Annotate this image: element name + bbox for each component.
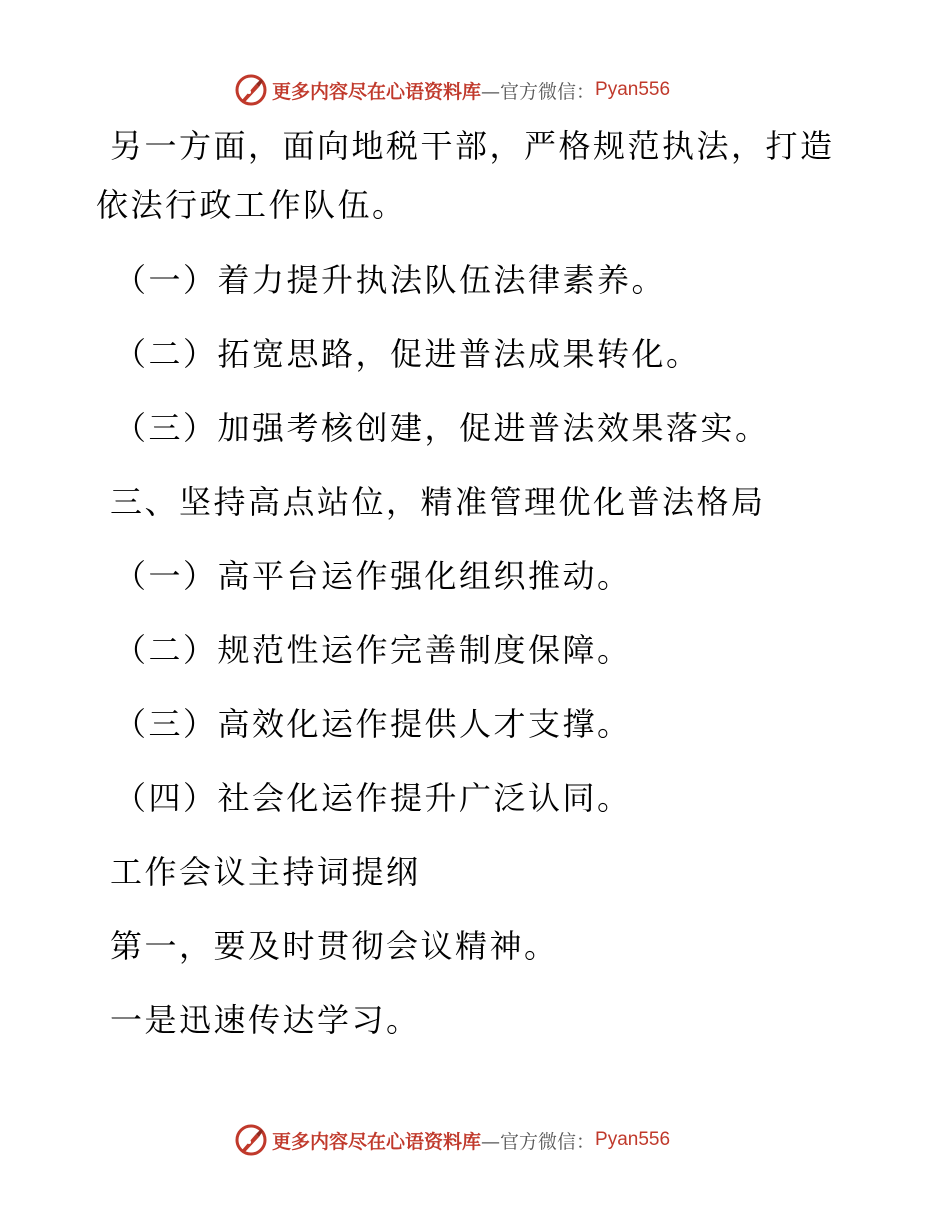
list-item: （二）规范性运作完善制度保障。 xyxy=(114,631,632,669)
paragraph-line: 一是迅速传达学习。 xyxy=(110,1001,421,1039)
section-heading: 三、坚持高点站位，精准管理优化普法格局 xyxy=(110,483,766,521)
paragraph-line: 另一方面，面向地税干部，严格规范执法，打造 xyxy=(110,127,835,165)
list-item: （三）加强考核创建，促进普法效果落实。 xyxy=(114,409,770,447)
watermark-sub-text: —官方微信： xyxy=(481,1130,596,1153)
pen-logo-icon xyxy=(234,1123,268,1157)
paragraph-line: 依法行政工作队伍。 xyxy=(96,186,407,224)
watermark-id-text: Pyan556 xyxy=(595,79,671,100)
watermark-main-text: 更多内容尽在心语资料库 xyxy=(272,80,482,103)
list-item: （四）社会化运作提升广泛认同。 xyxy=(114,779,632,817)
paragraph-line: 第一，要及时贯彻会议精神。 xyxy=(110,927,559,965)
watermark-id-text: Pyan556 xyxy=(595,1129,671,1150)
list-item: （三）高效化运作提供人才支撑。 xyxy=(114,705,632,743)
section-heading: 工作会议主持词提纲 xyxy=(110,853,421,891)
header-watermark xyxy=(234,72,670,108)
footer-watermark xyxy=(234,1122,670,1158)
watermark-main-text: 更多内容尽在心语资料库 xyxy=(272,1130,482,1153)
list-item: （一）高平台运作强化组织推动。 xyxy=(114,557,632,595)
list-item: （一）着力提升执法队伍法律素养。 xyxy=(114,261,667,299)
pen-logo-icon xyxy=(234,73,268,107)
watermark-sub-text: —官方微信： xyxy=(481,80,596,103)
list-item: （二）拓宽思路，促进普法成果转化。 xyxy=(114,335,701,373)
